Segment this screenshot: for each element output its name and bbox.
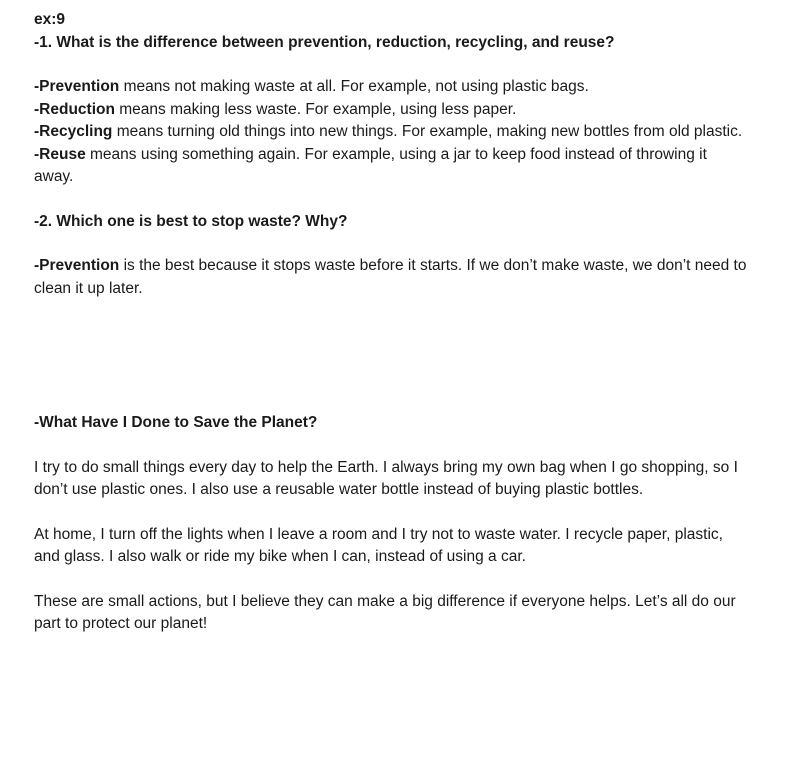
essay-title: -What Have I Done to Save the Planet?	[34, 414, 318, 431]
answer-explanation: is the best because it stops waste before it starts. If we don’t make waste, we don’t need to clean it up later.	[34, 257, 747, 297]
definition-prevention: means not making waste at all. For example, not using plastic bags.	[119, 78, 589, 95]
definition-recycling: means turning old things into new things. For example, making new bottles from old plastic.	[112, 123, 743, 140]
answer-prevention	[34, 76, 749, 99]
essay-paragraph-2: At home, I turn off the lights when I leave a room and I try not to waste water. I recycle paper, plastic, and glass. I also walk or ride my bike when I can, instead of using a car.	[34, 525, 723, 565]
question-2-title: -2. Which one is best to stop waste? Why?	[34, 212, 348, 230]
definition-reuse: means using something again. For example, using a jar to keep food instead of throwing it away.	[34, 145, 707, 185]
question-1-title: -1. What is the difference between prevention, reduction, recycling, and reuse?	[34, 33, 615, 51]
question-2-answer	[34, 255, 749, 300]
answer-term-prevention: -Prevention	[34, 257, 120, 274]
term-reduction: -Reduction	[34, 100, 115, 118]
term-reuse: -Reuse	[34, 145, 86, 163]
answer-reuse	[34, 144, 749, 189]
answer-recycling	[34, 121, 749, 144]
exercise-label: ex:9	[34, 11, 66, 28]
essay-paragraph-1: I try to do small things every day to help the Earth. I always bring my own bag when I go shopping, so I don’t use plastic ones. I also use a reusable water bottle instead of buying plastic bottles.	[34, 458, 738, 498]
essay-paragraph-3: These are small actions, but I believe they can make a big difference if everyone helps. Let’s all do our part to protect our planet!	[34, 592, 736, 632]
answer-reduction	[34, 99, 749, 122]
definition-reduction: means making less waste. For example, using less paper.	[114, 100, 517, 118]
question-1-answers	[34, 76, 749, 189]
term-prevention: -Prevention	[34, 78, 120, 95]
document-page	[34, 9, 749, 636]
term-recycling: -Recycling	[34, 123, 113, 140]
